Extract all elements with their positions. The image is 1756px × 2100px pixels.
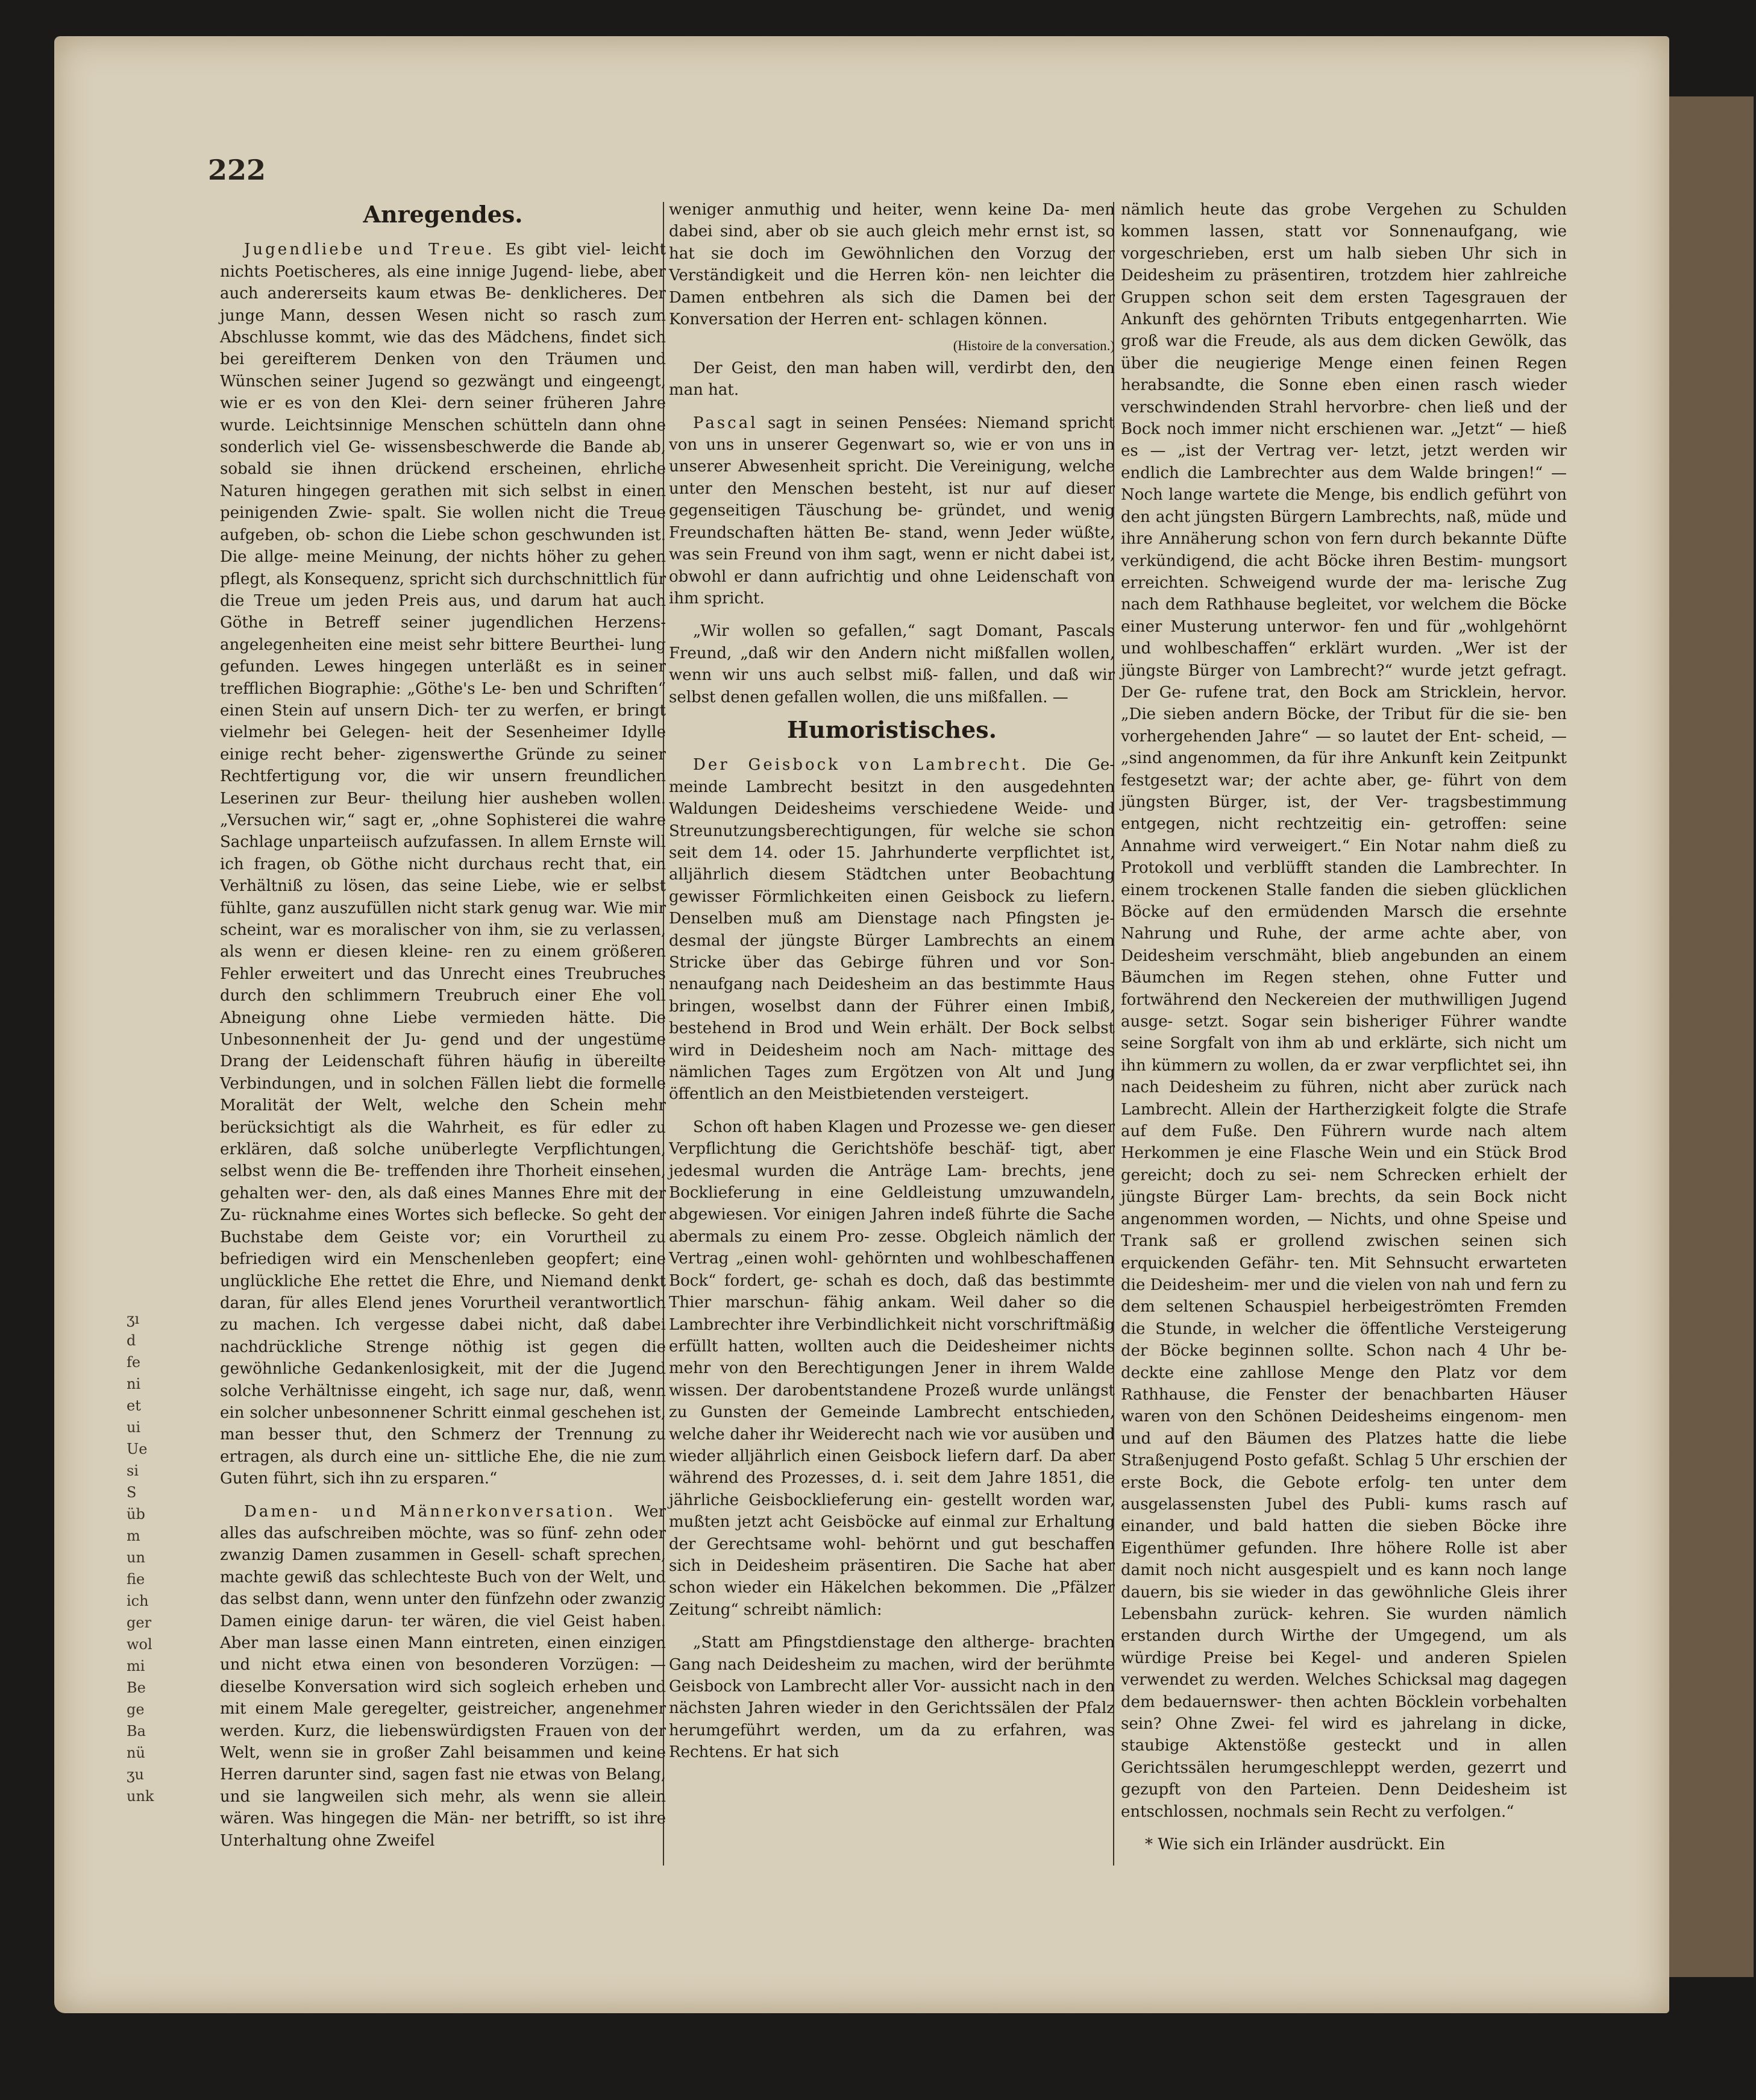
paragraph: Der Geist, den man haben will, verdirbt den, den man hat. bbox=[669, 359, 1115, 400]
paragraph bbox=[220, 1501, 666, 1852]
paragraph: „Statt am Pfingstdienstage den altherge- brachten Gang nach Deidesheim zu machen, wird der berühmte Geisbock von Lambrecht aller Vor- aussicht nach in den nächsten Jahren wieder in den Gerichtssälen der Pfalz herumgeführt werden, um da zu erfahren, was Rechtens. Er hat sich bbox=[669, 1633, 1115, 1762]
paragraph-body: sagt in seinen Pensées: Niemand spricht von uns in unserer Gegenwart so, wie er von uns in unserer Abwesenheit spricht. Die Vereinigung, welche unter den Menschen besteht, ist nur auf dieser gegenseitigen Täuschung be- gründet, und wenig Freundschaften hätten Be- stand, wenn Jeder wüßte, was sein Freund von ihm sagt, wenn er nicht dabei ist, obwohl er dann aufrichtig und ohne Leidenschaft von ihm spricht. bbox=[669, 413, 1115, 608]
paragraph bbox=[669, 754, 1115, 1105]
column-left bbox=[220, 199, 666, 1850]
paragraph-body: Es gibt viel- leicht nichts Poetischeres, als eine innige Jugend- liebe, aber auch andererseits kaum etwas Be- denklicheres. Der junge Mann, dessen Wesen nicht so rasch zum Abschlusse kommt, wie das des Mädchens, findet sich bei gereifterem Denken von den Träumen und Wünschen seiner Jugend so gezwängt und eingeengt, wie er es von den Klei- dern seiner früheren Jahre wurde. Leichtsinnige Menschen schütteln dann ohne sonderlich viel Ge- wissensbeschwerde die Bande ab, sobald sie ihnen drückend erscheinen, ehrliche Naturen hingegen gerathen mit sich selbst in einen peinigenden Zwie- spalt. Sie wollen nicht die Treue aufgeben, ob- schon die Liebe schon geschwunden ist. Die allge- meine Meinung, der nichts höher zu gehen pflegt, als Konsequenz, spricht sich durchschnittlich für die Treue um jeden Preis aus, und darum hat auch Göthe in Betreff seiner jugendlichen Herzens- angelegenheiten eine meist sehr bittere Beurthei- lung gefunden. Lewes hingegen unterläßt es in seiner trefflichen Biographie: „Göthe's Le- ben und Schriften“ einen Stein auf unsern Dich- ter zu werfen, er bringt vielmehr bei Gelegen- heit der Sesenheimer Idylle einige recht beher- zigenswerthe Gründe zu seiner Rechtfertigung vor, die wir unsern freundlichen Leserinen zur Beur- theilung hier ausheben wollen. „Versuchen wir,“ sagt er, „ohne Sophisterei die wahre Sachlage unparteiisch aufzufassen. In allem Ernste will ich fragen, ob Göthe nicht durchaus recht that, ein Verhältniß zu lösen, das seine Liebe, wie er selbst fühlte, ganz auszufüllen nicht stark genug war. Wie mir scheint, war es moralischer von ihm, sie zu verlassen, als wenn er diesen kleine- ren zu einem größeren Fehler erweitert und das Unrecht eines Treubruches durch den schlimmern Treubruch einer Ehe voll Abneigung ohne Liebe vermieden hätte. Die Unbesonnenheit der Ju- gend und der ungestüme Drang der Leidenschaft führen häufig in übereilte Verbindungen, und in solchen Fällen liebt die formelle Moralität der Welt, welche den Schein mehr berücksichtigt als die Wahrheit, es für edler zu erklären, daß solche unüberlegte Verpflichtungen, selbst wenn die Be- treffenden ihre Thorheit einsehen, gehalten wer- den, als daß eines Mannes Ehre mit der Zu- rücknahme eines Wortes sich beflecke. So geht der Buchstabe dem Geiste vor; ein Vorurtheil zu befriedigen wird ein Menschenleben geopfert; eine unglückliche Ehe rettet die Ehre, und Niemand denkt daran, für alles Elend jenes Vorurtheil verantwortlich zu machen. Ich vergesse dabei nicht, daß dabei nachdrückliche Strenge nöthig ist gegen die gewöhnliche Gedankenlosigkeit, mit der die Jugend solche Verhältnisse eingeht, ich sage nur, daß, wenn ein solcher unbesonnener Schritt einmal geschehen ist, man besser thut, den Schmerz der Trennung zu ertragen, als durch eine un- sittliche Ehe, die nie zum Guten führt, sich ihn zu ersparen.“ bbox=[220, 240, 666, 1488]
paragraph: „Wir wollen so gefallen,“ sagt Domant, Pascals Freund, „daß wir den Andern nicht mißfallen wollen, wenn wir uns auch selbst miß- fallen, und daß wir selbst denen gefallen wollen, die uns mißfallen. — bbox=[669, 622, 1115, 706]
paragraph-body: Die Ge- meinde Lambrecht besitzt in den ausgedehnten Waldungen Deidesheims verschiedene Weide- und Streunutzungsberechtigungen, für welche sie schon seit dem 14. oder 15. Jahrhunderte verpflichtet ist, alljährlich diesem Städtchen unter Beobachtung gewisser Förmlichkeiten einen Geisbock zu liefern. Denselben muß am Dienstage nach Pfingsten je- desmal der jüngste Bürger Lambrechts an einem Stricke über das Gebirge führen und vor Son- nenaufgang nach Deidesheim an das bestimmte Haus bringen, woselbst dann der Führer einen Imbiß, bestehend in Brod und Wein erhält. Der Bock selbst wird in Deidesheim noch am Nach- mittage des nämlichen Tages zum Ergötzen von Alt und Jung öffentlich an den Meistbietenden versteigert. bbox=[669, 756, 1115, 1104]
column-right bbox=[1121, 199, 1567, 1881]
section-heading: Humoristisches. bbox=[787, 715, 997, 743]
margin-bleed-through-text: ʒı d fe ni et ui Ue si S üb m un fie ich ger wol mi Be ge Ba nü ʒu unk bbox=[127, 1310, 154, 1805]
paragraph-lead: Jugendliebe und Treue. bbox=[244, 240, 495, 259]
adjacent-page-edge bbox=[1663, 96, 1754, 1977]
paragraph-lead: Damen- und Männerkonversation. bbox=[244, 1502, 616, 1521]
paragraph-lead: Der Geisbock von Lambrecht. bbox=[693, 756, 1029, 775]
paragraph bbox=[220, 239, 666, 1489]
column-middle bbox=[669, 199, 1115, 1881]
paragraph-lead: Pascal bbox=[693, 413, 758, 432]
paragraph-body: Wer alles das aufschreiben möchte, was so fünf- zehn oder zwanzig Damen zusammen in Gesell- schaft sprechen, machte gewiß das schlechteste Buch von der Welt, und das selbst dann, wenn unter den fünfzehn oder zwanzig Damen einige darun- ter wären, die viel Geist haben. Aber man lasse einen Mann eintreten, einen einzigen und nicht etwa einen von besonderen Vorzügen: — dieselbe Konversation wird sich sogleich erheben und mit einem Male geregelter, geistreicher, angenehmer werden. Kurz, die liebenswürdigsten Frauen von der Welt, wenn sie in großer Zahl beisammen und keine Herren darunter sind, sagen fast nie etwas von Belang, und sie langweilen sich mehr, als wenn sie allein wären. Was hingegen die Män- ner betrifft, so ist ihre Unterhaltung ohne Zweifel bbox=[220, 1502, 666, 1850]
paragraph: weniger anmuthig und heiter, wenn keine Da- men dabei sind, aber ob sie auch gleich mehr ernst ist, so hat sie doch im Gewöhnlichen den Vorzug der Verständigkeit und die Herren kön- nen leichter die Damen entbehren als sich die Damen bei der Konversation der Herren ent- schlagen können. bbox=[669, 201, 1115, 329]
footnote: * Wie sich ein Irländer ausdrückt. Ein bbox=[1145, 1835, 1446, 1854]
section-heading: Anregendes. bbox=[363, 201, 523, 228]
paragraph: Schon oft haben Klagen und Prozesse we- gen dieser Verpflichtung die Gerichtshöfe beschäf- tigt, aber jedesmal wurden die Anträge Lam- brechts, jene Bocklieferung in eine Geldleistung umzuwandeln, abgewiesen. Vor einigen Jahren indeß führte die Sache abermals zu einem Pro- zesse. Obgleich nämlich der Vertrag „einen wohl- gehörnten und wohlbeschaffenen Bock“ fordert, ge- schah es doch, daß das bestimmte Thier marschun- fähig ankam. Weil daher so die Lambrechter ihre Verbindlichkeit nicht vorschriftmäßig erfüllt hatten, wollten auch die Deidesheimer nichts mehr von den Berechtigungen Jener in ihrem Walde wissen. Der darobentstandene Prozeß wurde unlängst zu Gunsten der Gemeinde Lambrecht entschieden, welche daher ihr Weiderecht nach wie vor ausüben und wieder alljährlich einen Geisbock liefern darf. Da aber während des Prozesses, d. i. seit dem Jahre 1851, die jährliche Geisbocklieferung ein- gestellt worden war, mußten jetzt acht Geisböcke auf einmal zur Erhaltung der Gerechtsame wohl- behörnt und gut beschaffen sich in Deidesheim präsentiren. Die Sache hat aber schon wieder ein Häkelchen bekommen. Die „Pfälzer Zeitung“ schreibt nämlich: bbox=[669, 1118, 1115, 1619]
paragraph: nämlich heute das grobe Vergehen zu Schulden kommen lassen, statt vor Sonnenaufgang, wie vorgeschrieben, erst um halb sieben Uhr sich in Deidesheim zu präsentiren, trotzdem hier zahlreiche Gruppen schon seit dem ersten Tagesgrauen der Ankunft des gehörnten Tributs entgegenharrten. Wie groß war die Freude, als aus dem dicken Gewölk, das über die neugierige Menge einen feinen Regen herabsandte, die Sonne eben einen rasch wieder verschwindenden Strahl hervorbre- chen ließ und der Bock noch immer nicht erschienen war. „Jetzt“ — hieß es — „ist der Vertrag ver- letzt, jetzt werden wir endlich die Lambrechter aus dem Walde bringen!“ — Noch lange wartete die Menge, bis endlich geführt von den acht jüngsten Bürgern Lambrechts, naß, müde und ihre Annäherung schon von fern durch bekannte Düfte verkündigend, die acht Böcke ihren Bestim- mungsort erreichten. Schweigend wurde der ma- lerische Zug nach dem Rathhause begleitet, vor welchem die Böcke einer Musterung unterwor- fen und für „wohlgehörnt und wohlbeschaffen“ erklärt wurden. „Wer ist der jüngste Bürger von Lambrecht?“ wurde jetzt gefragt. Der Ge- rufene trat, den Bock am Stricklein, hervor. „Die sieben andern Böcke, der Tribut für die sie- ben vorhergehenden Jahre“ — so lautet der Ent- scheid, — „sind angenommen, da für ihre Ankunft kein Zeitpunkt festgesetzt war; der achte aber, ge- führt von dem jüngsten Bürger, ist, der Ver- tragsbestimmung entgegen, nicht rechtzeitig ein- getroffen: seine Annahme wird verweigert.“ Ein Notar nahm dieß zu Protokoll und verblüfft standen die Lambrechter. In einem trockenen Stalle fanden die sieben glücklichen Böcke auf den ermüdenden Marsch die ersehnte Nahrung und Ruhe, der arme achte aber, von Deidesheim verschmäht, blieb angebunden an einem Bäumchen im Regen stehen, ohne Futter und fortwährend den Neckereien der muthwilligen Jugend ausge- setzt. Sogar sein bisheriger Führer wandte seine Sorgfalt von ihm ab und erklärte, sich nicht um ihn kümmern zu wollen, da er zwar verpflichtet sei, ihn nach Deidesheim zu führen, nicht aber zurück nach Lambrecht. Allein der Hartherzigkeit folgte die Strafe auf dem Fuße. Den Führern wurde nach altem Herkommen je eine Flasche Wein und ein Stück Brod gereicht; doch zu sei- nem Schrecken erhielt der jüngste Bürger Lam- brechts, da sein Bock nicht angenommen worden, — Nichts, und ohne Speise und Trank saß er grollend zwischen seinen sich erquickenden Gefähr- ten. Mit Sehnsucht erwarteten die Deidesheim- mer und die vielen von nah und fern zu dem seltenen Schauspiel herbeigeströmten Fremden die Stunde, in welcher die öffentliche Versteigerung der Böcke beginnen sollte. Schon nach 4 Uhr be- deckte eine zahllose Menge den Platz vor dem Rathhause, die Fenster der benachbarten Häuser waren von den Schönen Deidesheims eingenom- men und auf den Bäumen des Platzes hatte die liebe Straßenjugend Posto gefaßt. Schlag 5 Uhr erschien der erste Bock, die Gebote erfolg- ten unter dem ausgelassensten Jubel des Publi- kums rasch auf einander, und bald hatten die sieben Böcke ihre Eigenthümer gefunden. Ihre höhere Rolle ist aber damit noch nicht ausgespielt und es kann noch lange dauern, bis sie wieder in das gewöhnliche Gleis ihrer Lebensbahn zurück- kehren. Sie wurden nämlich erstanden durch Wirthe der Umgegend, um als würdige Preise bei Kegel- und anderen Spielen verwendet zu werden. Welches Schicksal mag dagegen dem bedauernswer- then achten Böcklein vorbehalten sein? Ohne Zwei- fel wird es jahrelang in dicke, staubige Aktenstöße gesteckt und in allen Gerichtssälen herumgeschleppt werden, gezerrt und gezupft von den Parteien. Denn Deidesheim ist entschlossen, nochmals sein Recht zu verfolgen.“ bbox=[1121, 201, 1567, 1821]
paragraph bbox=[669, 412, 1115, 610]
attribution: (Histoire de la conversation.) bbox=[953, 338, 1115, 354]
page-number: 222 bbox=[208, 154, 266, 186]
